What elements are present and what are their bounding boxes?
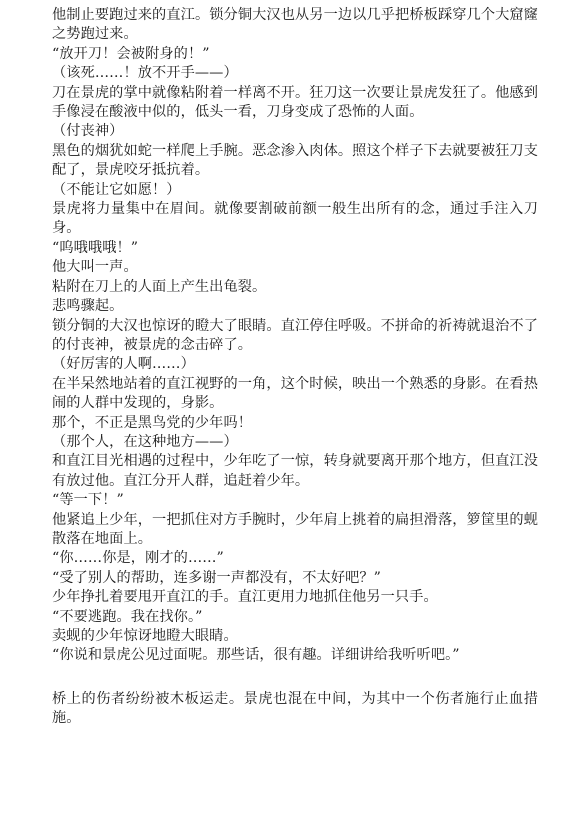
paragraph: 景虎将力量集中在眉间。就像要割破前额一般生出所有的念，通过手注入刀身。 — [52, 201, 538, 237]
paragraph: 黑色的烟犹如蛇一样爬上手腕。恶念渗入肉体。照这个样子下去就要被狂刀支配了，景虎咬牙抵抗着。 — [52, 142, 538, 179]
paragraph: 在半呆然地站着的直江视野的一角，这个时候，映出一个熟悉的身影。在看热闹的人群中发现的，身影。 — [52, 375, 538, 412]
paragraph: 锁分铜的大汉也惊讶的瞪大了眼睛。直江停住呼吸。不拼命的祈祷就退治不了的付丧神，被景虎的念击碎了。 — [52, 317, 538, 353]
paragraph: 悲鸣骤起。 — [52, 298, 124, 315]
section-break — [52, 666, 538, 690]
inner-thought: （该死……！放不开手——） — [52, 65, 238, 82]
inner-thought: （付丧神） — [52, 123, 124, 140]
dialogue-line: “放开刀！会被附身的！” — [52, 45, 210, 62]
dialogue-line: “你说和景虎公见过面呢。那些话，很有趣。详细讲给我听听吧。” — [52, 647, 460, 664]
inner-thought: （好厉害的人啊……） — [52, 356, 195, 373]
paragraph: 那个，不正是黑鸟党的少年吗！ — [52, 414, 253, 431]
paragraph: 和直江目光相遇的过程中，少年吃了一惊，转身就要离开那个地方，但直江没有放过他。直江分开人群，追赶着少年。 — [52, 453, 538, 489]
paragraph: 粘附在刀上的人面上产生出龟裂。 — [52, 278, 267, 295]
paragraph: 桥上的伤者纷纷被木板运走。景虎也混在中间，为其中一个伤者施行止血措施。 — [52, 690, 538, 727]
dialogue-line: “呜哦哦哦！” — [52, 239, 139, 256]
paragraph: 少年挣扎着要甩开直江的手。直江更用力地抓住他另一只手。 — [52, 589, 438, 606]
inner-thought: （那个人，在这种地方——） — [52, 433, 238, 450]
document-body — [52, 6, 538, 729]
dialogue-line: “不要逃跑。我在找你。” — [52, 608, 203, 625]
paragraph: 他紧追上少年，一把抓住对方手腕时，少年肩上挑着的扁担滑落，箩筐里的蚬散落在地面上。 — [52, 511, 538, 547]
paragraph: 他制止要跑过来的直江。锁分铜大汉也从另一边以几乎把桥板踩穿几个大窟窿之势跑过来。 — [52, 7, 538, 43]
dialogue-line: “等一下！” — [52, 492, 124, 509]
paragraph: 刀在景虎的掌中就像粘附着一样离不开。狂刀这一次要让景虎发狂了。他感到手像浸在酸液中似的，低头一看，刀身变成了恐怖的人面。 — [52, 84, 538, 121]
paragraph: 卖蚬的少年惊讶地瞪大眼睛。 — [52, 628, 238, 644]
inner-thought: （不能让它如愿！） — [52, 181, 181, 198]
dialogue-line: “受了别人的帮助，连多谢一声都没有，不太好吧？” — [52, 569, 382, 586]
paragraph: 他大叫一声。 — [52, 259, 138, 276]
dialogue-line: “你……你是，刚才的……” — [52, 550, 224, 567]
